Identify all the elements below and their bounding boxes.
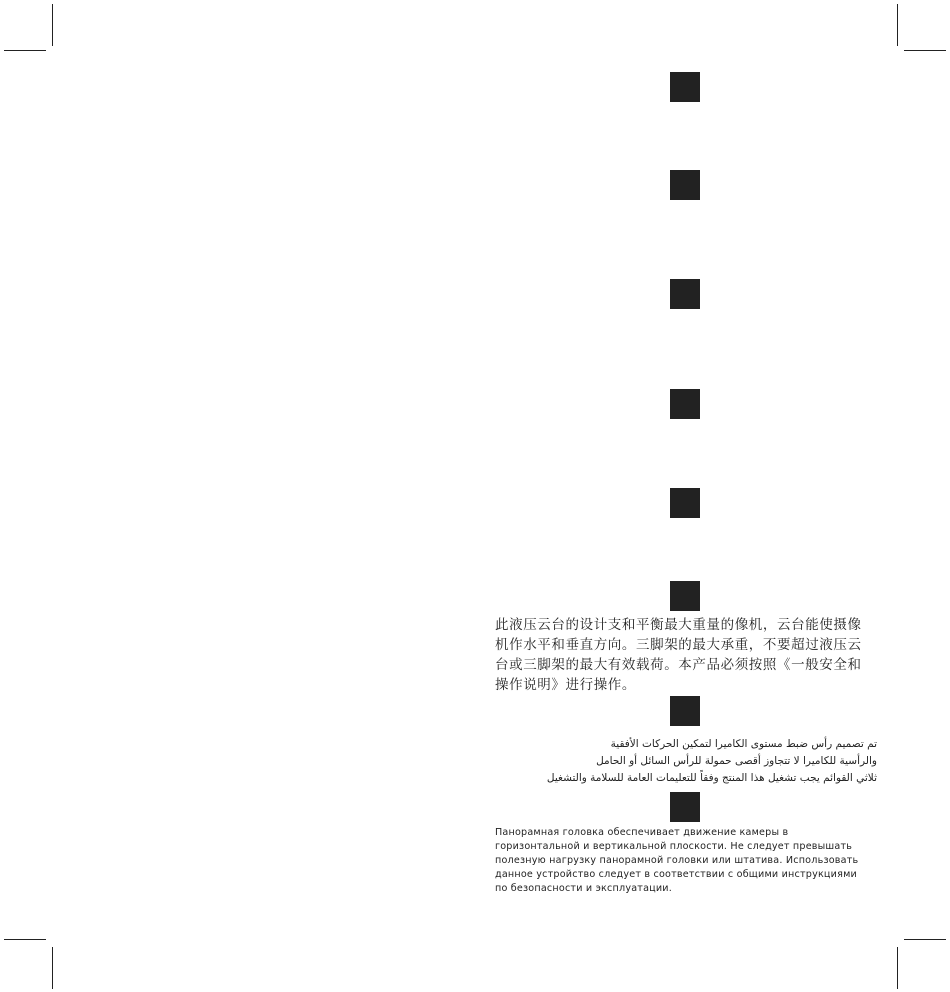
crop-mark-top-right-vertical (897, 4, 898, 46)
language-marker-5 (670, 488, 700, 518)
arabic-text-block (545, 736, 877, 787)
language-marker-2 (670, 170, 700, 200)
arabic-line: ثلاثي القوائم يجب تشغيل هذا المنتج وفقاً للتعليمات العامة للسلامة والتشغيل (546, 772, 877, 784)
crop-mark-top-right-horizontal (904, 50, 946, 51)
crop-mark-bottom-right-vertical (897, 947, 898, 989)
language-marker-1 (670, 72, 700, 102)
russian-line: горизонтальной и вертикальной плоскости. Не следует превышать (495, 841, 853, 852)
crop-mark-bottom-left-vertical (52, 947, 53, 989)
russian-line: Панорамная головка обеспечивает движение камеры в (495, 827, 789, 838)
language-marker-arabic (670, 696, 700, 726)
language-marker-3 (670, 279, 700, 309)
arabic-line: والرأسية للكاميرا لا تتجاوز أقصى حمولة للرأس السائل أو الحامل (596, 755, 877, 767)
crop-mark-bottom-left-horizontal (4, 939, 46, 940)
crop-mark-bottom-right-horizontal (904, 939, 946, 940)
crop-mark-top-left-horizontal (4, 50, 46, 51)
language-marker-4 (670, 389, 700, 419)
russian-line: по безопасности и эксплуатации. (495, 883, 672, 894)
language-marker-russian (670, 792, 700, 822)
language-marker-chinese (670, 581, 700, 611)
crop-mark-top-left-vertical (52, 4, 53, 46)
russian-text-block (495, 826, 880, 896)
chinese-text-block: 此液压云台的设计支和平衡最大重量的像机，云台能使摄像机作水平和垂直方向。三脚架的最大承重，不要超过液压云台或三脚架的最大有效载荷。本产品必须按照《一般安全和操作说明》进行操作。 (495, 617, 862, 693)
russian-line: полезную нагрузку панорамной головки или штатива. Использовать (495, 855, 859, 866)
russian-line: данное устройство следует в соответствии с общими инструкциями (495, 869, 857, 880)
arabic-line: تم تصميم رأس ضبط مستوى الكاميرا لتمكين الحركات الأفقية (610, 738, 877, 750)
